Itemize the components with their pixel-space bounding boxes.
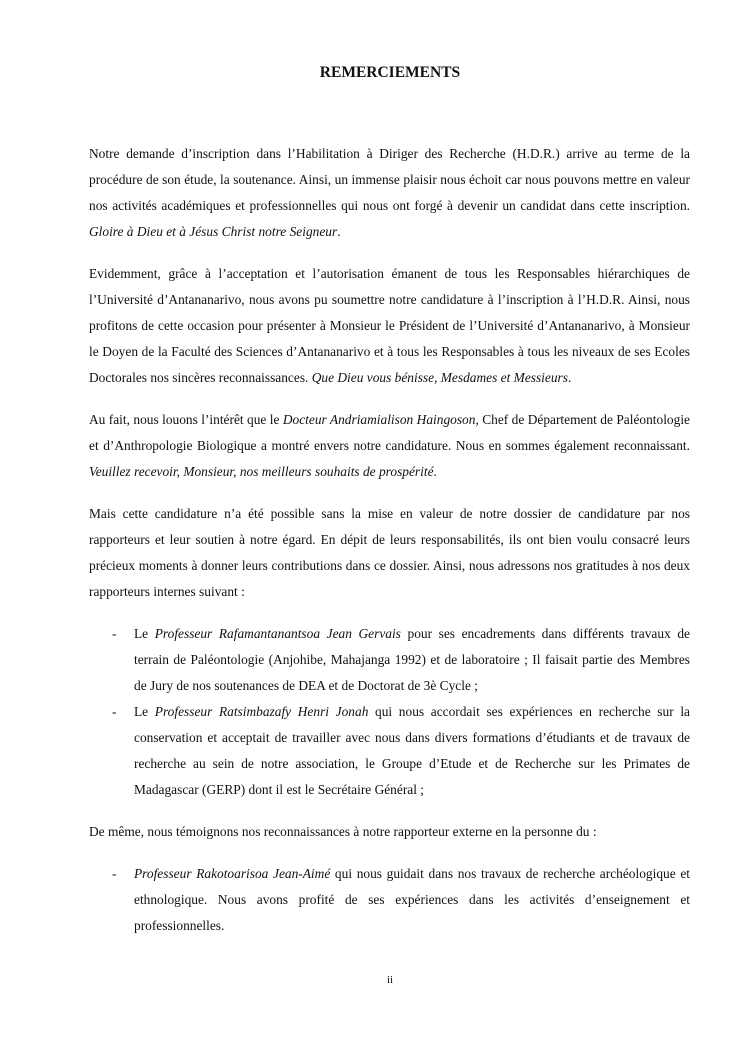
paragraph-intro — [89, 141, 690, 245]
internal-reporters-list — [89, 621, 690, 803]
reporter-name: Professeur Rafamantanantsoa Jean Gervais — [154, 626, 401, 641]
paragraph-intro-end: . — [337, 224, 341, 239]
paragraph-department-head — [89, 407, 690, 485]
paragraph-department-mid: , Chef de Département de Paléontologie et d’Anthropologie Biologique a montré envers notre candidature. Nous en sommes également reconnaissant. — [89, 412, 690, 453]
paragraph-external-reporter: De même, nous témoignons nos reconnaissances à notre rapporteur externe en la personne du : — [89, 824, 597, 839]
department-head-name: Docteur Andriamialison Haingoson — [282, 412, 476, 427]
paragraph-university-end: . — [567, 370, 572, 385]
paragraph-university-text: Evidemment, grâce à l’acceptation et l’autorisation émanent de tous les Responsables hiérarchiques de l’Université d’Antananarivo, nous avons pu soumettre notre candidature à l’inscription à l’H.D.R. Ainsi, nous profitons de cette occasion pour présenter à Monsieur le Président de l’Université d’Antananarivo, à Monsieur le Doyen de la Faculté des Sciences d’Antananarivo et à tous les Responsables à tous les niveaux de ses Ecoles Doctorales nos sincères reconnaissances. — [89, 266, 690, 385]
reporter-description: pour ses encadrements dans différents travaux de terrain de Paléontologie (Anjohibe, Mahajanga 1992) et de laboratoire ; Il faisait partie des Membres de Jury de nos soutenances de DEA et de Doctorat de 3è Cycle ; — [134, 626, 691, 693]
document-body — [89, 141, 690, 955]
reporter-name: Professeur Ratsimbazafy Henri Jonah — [154, 704, 369, 719]
page-number: ii — [386, 974, 394, 986]
reporter-prefix: Le — [134, 704, 155, 719]
paragraph-reporters: Mais cette candidature n’a été possible sans la mise en valeur de notre dossier de candidature par nos rapporteurs et leur soutien à notre égard. En dépit de leurs responsabilités, ils ont bien voulu consacré leurs précieux moments à donner leurs contributions dans ce dossier. Ainsi, nous adressons nos gratitudes à nos deux rapporteurs internes suivant : — [89, 506, 690, 599]
list-bullet: - — [112, 626, 117, 641]
list-item — [89, 621, 690, 699]
paragraph-department-wishes: Veuillez recevoir, Monsieur, nos meilleurs souhaits de prospérité — [89, 464, 434, 479]
reporter-name: Professeur Rakotoarisoa Jean-Aimé — [134, 866, 331, 881]
paragraph-department-start: Au fait, nous louons l’intérêt que le — [89, 412, 283, 427]
paragraph-university-blessing: Que Dieu vous bénisse, Mesdames et Messieurs — [311, 370, 568, 385]
paragraph-department-end: . — [433, 464, 437, 479]
paragraph-intro-text: Notre demande d’inscription dans l’Habilitation à Diriger des Recherche (H.D.R.) arrive au terme de la procédure de son étude, la soutenance. Ainsi, un immense plaisir nous échoit car nous pouvons mettre en valeur nos activités académiques et professionnelles qui nous ont forgé à devenir un candidat dans cette inscription. — [89, 146, 690, 213]
paragraph-intro-blessing: Gloire à Dieu et à Jésus Christ notre Seigneur — [89, 224, 338, 239]
reporter-prefix: Le — [134, 626, 155, 641]
reporter-description: qui nous accordait ses expériences en recherche sur la conservation et acceptait de travailler avec nous dans divers formations d’étudiants et de travaux de recherche au sein de notre association, le Groupe d’Etude et de Recherche sur les Primates de Madagascar (GERP) dont il est le Secrétaire Général ; — [134, 704, 690, 797]
external-reporters-list — [89, 861, 690, 939]
list-bullet: - — [112, 704, 117, 719]
list-item — [89, 699, 690, 803]
reporter-description: qui nous guidait dans nos travaux de recherche archéologique et ethnologique. Nous avons profité de ses expériences dans les activités d’enseignement et professionnelles. — [134, 866, 690, 933]
list-bullet: - — [112, 866, 117, 881]
paragraph-university — [89, 261, 690, 391]
page-title: REMERCIEMENTS — [319, 64, 461, 81]
list-item — [89, 861, 690, 939]
